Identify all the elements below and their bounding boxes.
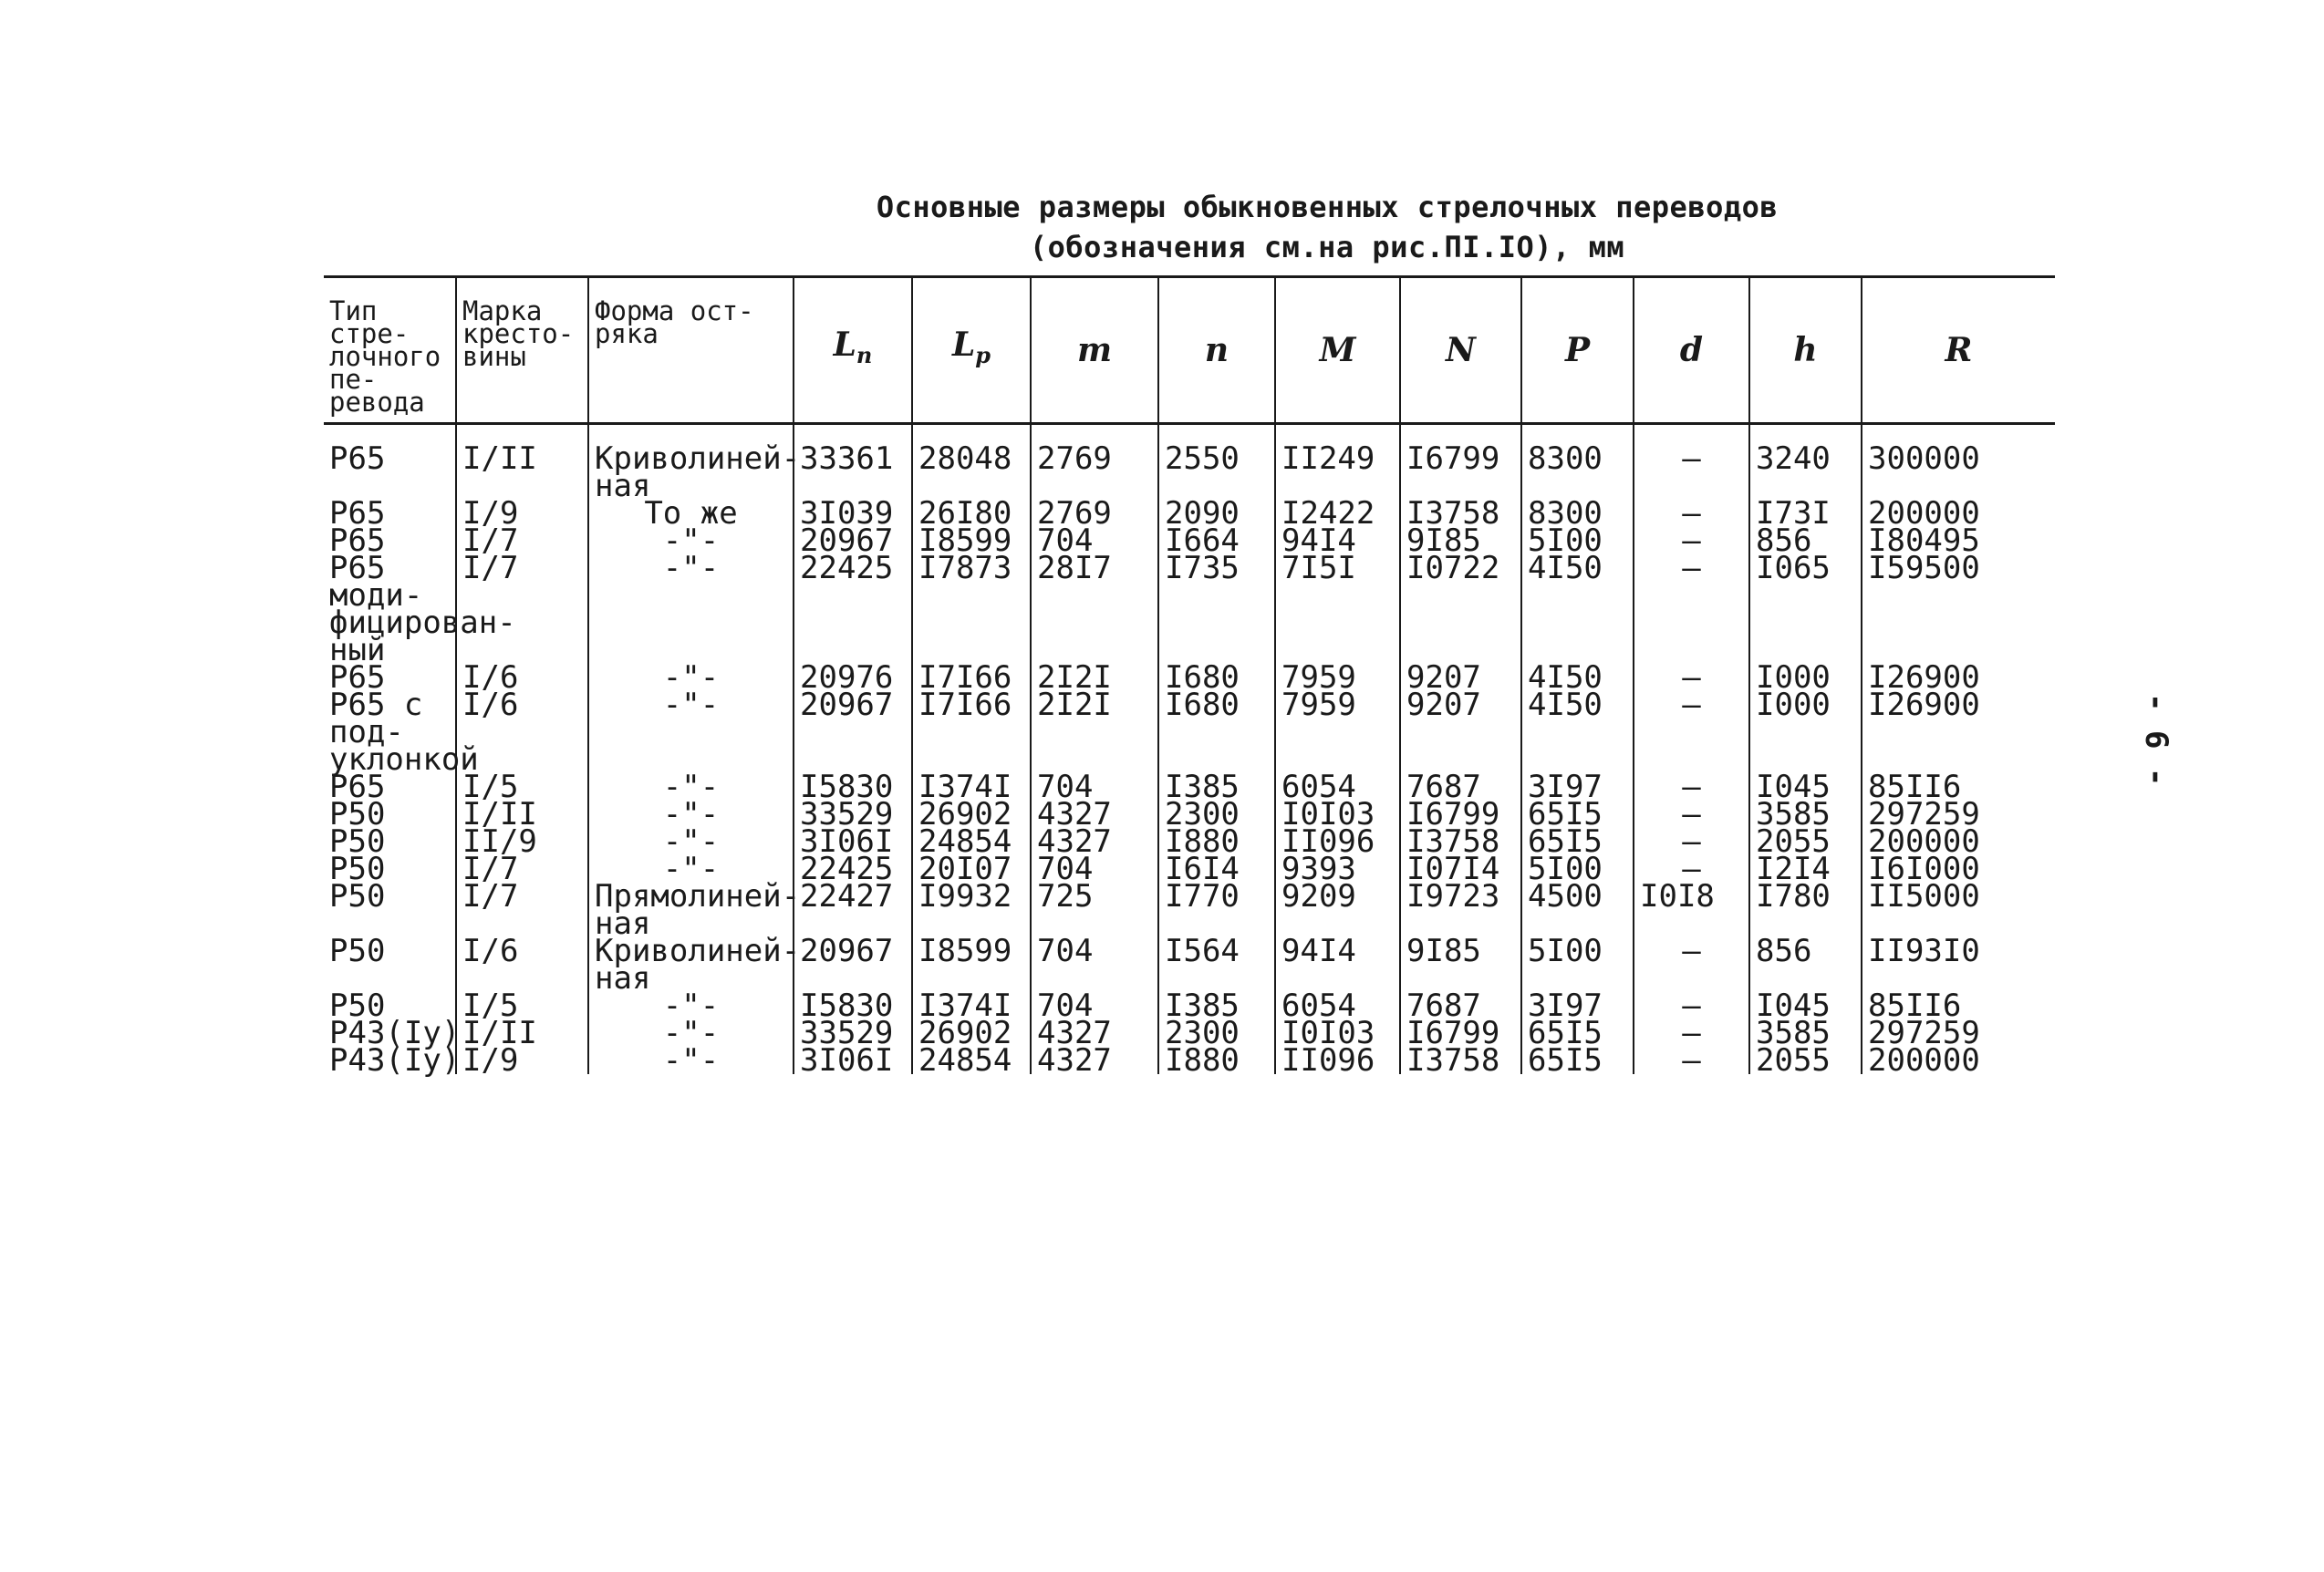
cell-n: I385 bbox=[1158, 992, 1275, 1019]
cell-mark: I/6 bbox=[456, 664, 588, 691]
cell-mark: I/7 bbox=[456, 883, 588, 937]
header-Ln-sub: n bbox=[856, 342, 873, 369]
cell-m: II096 bbox=[1275, 828, 1400, 855]
cell-type: Р65 bbox=[324, 664, 456, 691]
cell-m: 6054 bbox=[1275, 992, 1400, 1019]
cell-type: Р65 bbox=[324, 773, 456, 801]
cell-n: I6I4 bbox=[1158, 855, 1275, 883]
cell-r: I26900 bbox=[1868, 659, 1980, 696]
cell-m: 725 bbox=[1031, 883, 1158, 937]
cell-form: -"- bbox=[588, 1047, 794, 1074]
cell-mark: I/7 bbox=[456, 855, 588, 883]
cell-m: I0I03 bbox=[1275, 801, 1400, 828]
cell-n: I9723 bbox=[1400, 883, 1521, 937]
table-body bbox=[324, 424, 2055, 1079]
header-Ln bbox=[794, 277, 912, 424]
table-header-row bbox=[324, 277, 2055, 424]
cell-h: 3240 bbox=[1749, 424, 1862, 501]
cell-m: 4327 bbox=[1031, 1047, 1158, 1074]
cell-d: – bbox=[1634, 424, 1749, 501]
cell-mark: I/II bbox=[456, 801, 588, 828]
cell-ln: 22425 bbox=[794, 554, 912, 664]
cell-form: То же bbox=[588, 500, 794, 527]
cell-m: 94I4 bbox=[1275, 527, 1400, 554]
cell-r: I59500 bbox=[1868, 550, 1980, 586]
cell-lp: 24854 bbox=[912, 828, 1031, 855]
cell-type: Р65 моди-фицирован-ный bbox=[324, 554, 456, 664]
cell-lp: 26I80 bbox=[912, 500, 1031, 527]
cell-mark: II/9 bbox=[456, 828, 588, 855]
cell-d: – bbox=[1634, 828, 1749, 855]
cell-m: 94I4 bbox=[1275, 937, 1400, 992]
cell-h: I780 bbox=[1749, 883, 1862, 937]
cell-ln: 20967 bbox=[794, 691, 912, 773]
cell-m: 9209 bbox=[1275, 883, 1400, 937]
cell-n: I3758 bbox=[1400, 500, 1521, 527]
header-n: n bbox=[1158, 277, 1275, 424]
cell-lp: 24854 bbox=[912, 1047, 1031, 1074]
cell-mark: I/7 bbox=[456, 527, 588, 554]
cell-m: 2I2I bbox=[1031, 691, 1158, 773]
cell-ln: 22427 bbox=[794, 883, 912, 937]
header-mark: Марка кресто-вины bbox=[456, 277, 588, 424]
cell-h: I2I4 bbox=[1749, 855, 1862, 883]
cell-n: I564 bbox=[1158, 937, 1275, 992]
cell-p: 5I00 bbox=[1521, 527, 1634, 554]
cell-type: Р43(Iу) bbox=[324, 1047, 456, 1074]
cell-ln: 33361 bbox=[794, 424, 912, 501]
cell-form: -"- bbox=[588, 992, 794, 1019]
header-m: m bbox=[1031, 277, 1158, 424]
cell-ln: 3I039 bbox=[794, 500, 912, 527]
cell-h: I73I bbox=[1749, 500, 1862, 527]
cell-p: 4I50 bbox=[1521, 664, 1634, 691]
cell-ln: 20967 bbox=[794, 527, 912, 554]
cell-p: 5I00 bbox=[1521, 855, 1634, 883]
cell-m: 2769 bbox=[1031, 500, 1158, 527]
cell-form: -"- bbox=[588, 801, 794, 828]
cell-n: 2550 bbox=[1158, 424, 1275, 501]
cell-ln: 33529 bbox=[794, 1019, 912, 1047]
cell-type: Р50 bbox=[324, 855, 456, 883]
header-P: P bbox=[1521, 277, 1634, 424]
cell-lp: I9932 bbox=[912, 883, 1031, 937]
cell-n: 7687 bbox=[1400, 773, 1521, 801]
cell-n: 9I85 bbox=[1400, 937, 1521, 992]
cell-m: II096 bbox=[1275, 1047, 1400, 1074]
cell-mark: I/7 bbox=[456, 554, 588, 664]
cell-n: I6799 bbox=[1400, 424, 1521, 501]
cell-r: I6I000 bbox=[1868, 851, 1980, 887]
cell-p: 65I5 bbox=[1521, 1019, 1634, 1047]
cell-type: Р65 с под-уклонкой bbox=[324, 691, 456, 773]
page-number bbox=[2138, 693, 2174, 793]
cell-type: Р50 bbox=[324, 992, 456, 1019]
table-row bbox=[324, 691, 2055, 773]
cell-h: 856 bbox=[1749, 937, 1862, 992]
cell-type: Р43(Iу) bbox=[324, 1019, 456, 1047]
header-form: Форма ост-ряка bbox=[588, 277, 794, 424]
cell-m: 28I7 bbox=[1031, 554, 1158, 664]
cell-n: I07I4 bbox=[1400, 855, 1521, 883]
cell-lp: I7I66 bbox=[912, 691, 1031, 773]
cell-n: 9207 bbox=[1400, 691, 1521, 773]
cell-r: 200000 bbox=[1868, 823, 1980, 860]
cell-n: I3758 bbox=[1400, 828, 1521, 855]
cell-p: 5I00 bbox=[1521, 937, 1634, 992]
cell-r: 200000 bbox=[1868, 1042, 1980, 1079]
cell-n: I880 bbox=[1158, 1047, 1275, 1074]
cell-m: 2I2I bbox=[1031, 664, 1158, 691]
cell-d: – bbox=[1634, 1019, 1749, 1047]
cell-form: Криволиней-ная bbox=[588, 937, 794, 992]
cell-type: Р50 bbox=[324, 828, 456, 855]
cell-h: I045 bbox=[1749, 992, 1862, 1019]
cell-m: 7959 bbox=[1275, 664, 1400, 691]
header-h: h bbox=[1749, 277, 1862, 424]
cell-r: 85II6 bbox=[1868, 769, 1962, 805]
header-N: N bbox=[1400, 277, 1521, 424]
cell-p: 65I5 bbox=[1521, 1047, 1634, 1074]
table-row bbox=[324, 937, 2055, 992]
cell-m: 4327 bbox=[1031, 828, 1158, 855]
cell-p: 65I5 bbox=[1521, 828, 1634, 855]
cell-r: 300000 bbox=[1868, 440, 1980, 477]
cell-m: 704 bbox=[1031, 937, 1158, 992]
page-number-text: - 6 - bbox=[2138, 693, 2174, 787]
cell-d: – bbox=[1634, 801, 1749, 828]
cell-d: – bbox=[1634, 527, 1749, 554]
cell-type: Р50 bbox=[324, 937, 456, 992]
cell-p: 4500 bbox=[1521, 883, 1634, 937]
cell-p: 65I5 bbox=[1521, 801, 1634, 828]
cell-ln: 3I06I bbox=[794, 1047, 912, 1074]
cell-n: I664 bbox=[1158, 527, 1275, 554]
cell-form: -"- bbox=[588, 691, 794, 773]
cell-form: -"- bbox=[588, 554, 794, 664]
cell-m: 2769 bbox=[1031, 424, 1158, 501]
cell-m: 4327 bbox=[1031, 801, 1158, 828]
cell-p: 3I97 bbox=[1521, 992, 1634, 1019]
cell-form: -"- bbox=[588, 527, 794, 554]
cell-d: – bbox=[1634, 664, 1749, 691]
cell-n: I880 bbox=[1158, 828, 1275, 855]
cell-h: 856 bbox=[1749, 527, 1862, 554]
cell-form: -"- bbox=[588, 828, 794, 855]
cell-m: 704 bbox=[1031, 855, 1158, 883]
cell-d: – bbox=[1634, 855, 1749, 883]
cell-n: 2090 bbox=[1158, 500, 1275, 527]
table-row bbox=[324, 1047, 2055, 1074]
cell-lp: I374I bbox=[912, 992, 1031, 1019]
cell-n: 7687 bbox=[1400, 992, 1521, 1019]
cell-lp: 26902 bbox=[912, 801, 1031, 828]
header-Ln-base: L bbox=[833, 325, 856, 364]
table-row bbox=[324, 554, 2055, 664]
cell-m: 4327 bbox=[1031, 1019, 1158, 1047]
cell-mark: I/II bbox=[456, 1019, 588, 1047]
table-row bbox=[324, 883, 2055, 937]
cell-d: – bbox=[1634, 500, 1749, 527]
cell-form: Прямолиней-ная bbox=[588, 883, 794, 937]
cell-form: -"- bbox=[588, 773, 794, 801]
header-type: Тип стре-лочного пе-ревода bbox=[324, 277, 456, 424]
cell-r: II5000 bbox=[1868, 878, 1980, 915]
cell-n: 9I85 bbox=[1400, 527, 1521, 554]
cell-n: I385 bbox=[1158, 773, 1275, 801]
cell-d: I0I8 bbox=[1634, 883, 1749, 937]
header-M: M bbox=[1275, 277, 1400, 424]
cell-m: 9393 bbox=[1275, 855, 1400, 883]
cell-m: 704 bbox=[1031, 992, 1158, 1019]
cell-mark: I/6 bbox=[456, 691, 588, 773]
cell-n: 9207 bbox=[1400, 664, 1521, 691]
cell-form: -"- bbox=[588, 1019, 794, 1047]
cell-mark: I/6 bbox=[456, 937, 588, 992]
cell-lp: I8599 bbox=[912, 527, 1031, 554]
cell-mark: I/5 bbox=[456, 773, 588, 801]
cell-n: I6799 bbox=[1400, 801, 1521, 828]
cell-n: 2300 bbox=[1158, 801, 1275, 828]
cell-r: II93I0 bbox=[1868, 933, 1980, 969]
cell-lp: I374I bbox=[912, 773, 1031, 801]
header-d: d bbox=[1634, 277, 1749, 424]
cell-h: 2055 bbox=[1749, 828, 1862, 855]
cell-d: – bbox=[1634, 691, 1749, 773]
table-row bbox=[324, 424, 2055, 501]
cell-d: – bbox=[1634, 773, 1749, 801]
cell-lp: 28048 bbox=[912, 424, 1031, 501]
cell-h: 3585 bbox=[1749, 801, 1862, 828]
cell-m: 7I5I bbox=[1275, 554, 1400, 664]
cell-ln: 3I06I bbox=[794, 828, 912, 855]
cell-lp: I7I66 bbox=[912, 664, 1031, 691]
cell-n: I6799 bbox=[1400, 1019, 1521, 1047]
cell-p: 8300 bbox=[1521, 500, 1634, 527]
cell-form: Криволиней-ная bbox=[588, 424, 794, 501]
cell-n: I0722 bbox=[1400, 554, 1521, 664]
cell-d: – bbox=[1634, 992, 1749, 1019]
cell-mark: I/9 bbox=[456, 500, 588, 527]
cell-ln: 20976 bbox=[794, 664, 912, 691]
switch-dimensions-table bbox=[324, 275, 2055, 1079]
cell-lp: I8599 bbox=[912, 937, 1031, 992]
cell-m: 704 bbox=[1031, 773, 1158, 801]
cell-m: I0I03 bbox=[1275, 1019, 1400, 1047]
cell-r: 297259 bbox=[1868, 1015, 1980, 1051]
cell-type: Р50 bbox=[324, 883, 456, 937]
cell-r: 85II6 bbox=[1868, 988, 1962, 1024]
cell-r: 297259 bbox=[1868, 796, 1980, 833]
cell-ln: I5830 bbox=[794, 992, 912, 1019]
cell-type: Р65 bbox=[324, 527, 456, 554]
cell-p: 3I97 bbox=[1521, 773, 1634, 801]
cell-m: I2422 bbox=[1275, 500, 1400, 527]
cell-m: 7959 bbox=[1275, 691, 1400, 773]
cell-mark: I/II bbox=[456, 424, 588, 501]
header-Lp-base: L bbox=[951, 325, 976, 364]
cell-h: 2055 bbox=[1749, 1047, 1862, 1074]
cell-n: I680 bbox=[1158, 691, 1275, 773]
cell-d: – bbox=[1634, 1047, 1749, 1074]
header-Lp-sub: p bbox=[975, 342, 991, 369]
cell-m: II249 bbox=[1275, 424, 1400, 501]
cell-type: Р50 bbox=[324, 801, 456, 828]
cell-mark: I/5 bbox=[456, 992, 588, 1019]
cell-mark: I/9 bbox=[456, 1047, 588, 1074]
cell-n: I735 bbox=[1158, 554, 1275, 664]
table-subtitle: (обозначения см.на рис.ПI.IO), мм bbox=[1029, 230, 1625, 264]
cell-r: I80495 bbox=[1868, 522, 1980, 559]
cell-h: 3585 bbox=[1749, 1019, 1862, 1047]
cell-h: I045 bbox=[1749, 773, 1862, 801]
cell-ln: I5830 bbox=[794, 773, 912, 801]
cell-p: 8300 bbox=[1521, 424, 1634, 501]
cell-type: Р65 bbox=[324, 500, 456, 527]
cell-ln: 33529 bbox=[794, 801, 912, 828]
header-R: R bbox=[1945, 331, 1973, 369]
cell-n: I770 bbox=[1158, 883, 1275, 937]
cell-m: 6054 bbox=[1275, 773, 1400, 801]
cell-r: 200000 bbox=[1868, 495, 1980, 532]
cell-type: Р65 bbox=[324, 424, 456, 501]
cell-ln: 20967 bbox=[794, 937, 912, 992]
cell-p: 4I50 bbox=[1521, 691, 1634, 773]
cell-lp: 20I07 bbox=[912, 855, 1031, 883]
cell-n: I680 bbox=[1158, 664, 1275, 691]
cell-h: I000 bbox=[1749, 691, 1862, 773]
header-Lp bbox=[912, 277, 1031, 424]
cell-m: 704 bbox=[1031, 527, 1158, 554]
table-title: Основные размеры обыкновенных стрелочных переводов bbox=[876, 190, 1779, 224]
cell-n: I3758 bbox=[1400, 1047, 1521, 1074]
cell-form: -"- bbox=[588, 855, 794, 883]
cell-lp: 26902 bbox=[912, 1019, 1031, 1047]
cell-form: -"- bbox=[588, 664, 794, 691]
cell-r: I26900 bbox=[1868, 687, 1980, 723]
cell-ln: 22425 bbox=[794, 855, 912, 883]
cell-p: 4I50 bbox=[1521, 554, 1634, 664]
cell-d: – bbox=[1634, 937, 1749, 992]
cell-n: 2300 bbox=[1158, 1019, 1275, 1047]
cell-h: I000 bbox=[1749, 664, 1862, 691]
cell-lp: I7873 bbox=[912, 554, 1031, 664]
cell-h: I065 bbox=[1749, 554, 1862, 664]
cell-d: – bbox=[1634, 554, 1749, 664]
